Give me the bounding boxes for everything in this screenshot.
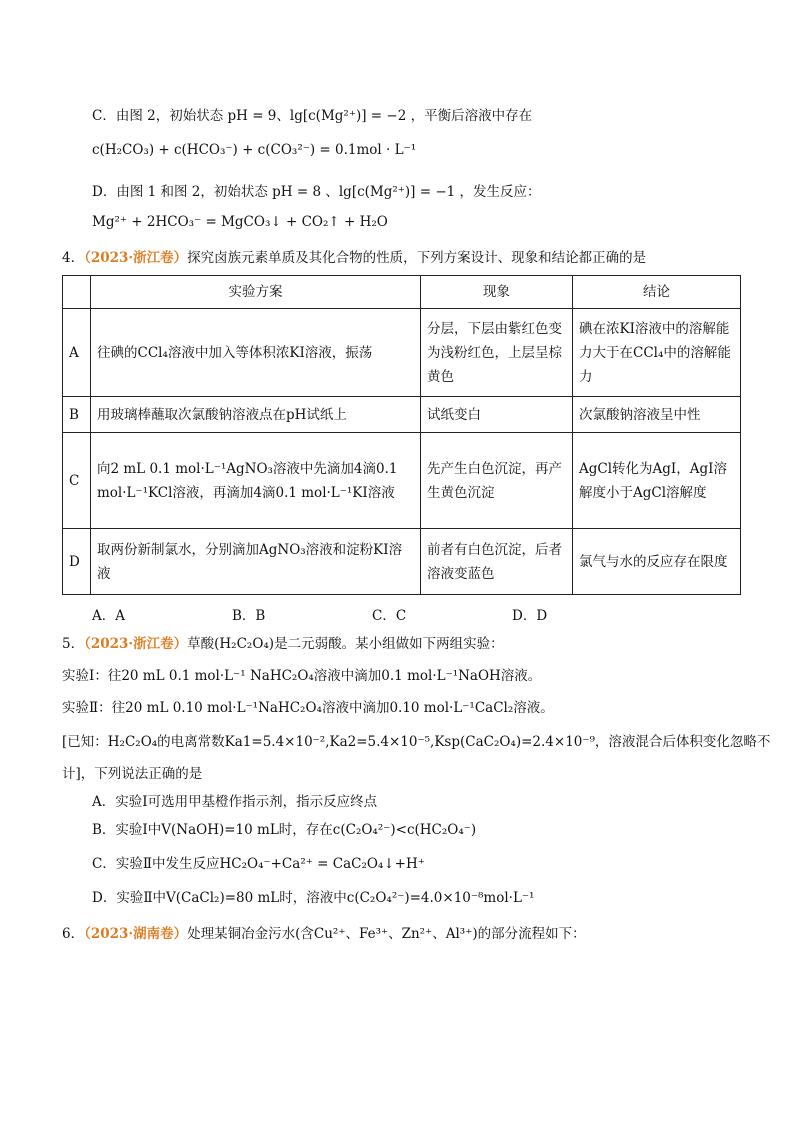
- table-header: 现象: [421, 276, 573, 309]
- q5-heading: [62, 632, 504, 652]
- header-blank: [63, 276, 91, 309]
- q3-option-c-line2: c(H₂CO₃) + c(HCO₃⁻) + c(CO₃²⁻) = 0.1mol · L⁻¹: [92, 142, 417, 158]
- q3-option-d-line2: Mg²⁺ + 2HCO₃⁻ = MgCO₃↓ + CO₂↑ + H₂O: [92, 214, 388, 230]
- source-tag: （2023·湖南卷）: [84, 926, 188, 942]
- row-phenomenon: 前者有白色沉淀，后者溶液变蓝色: [421, 529, 573, 595]
- q5-experiment-2: 实验Ⅱ：往20 mL 0.10 mol·L⁻¹NaHC₂O₄溶液中滴加0.10 mol·L⁻¹CaCl₂溶液。: [62, 700, 554, 716]
- q5-option-d[interactable]: D．实验Ⅱ中V(CaCl₂)=80 mL时，溶液中c(C₂O₄²⁻)=4.0×10⁻⁸mol·L⁻¹: [92, 890, 535, 906]
- q5-known-line2: 计]，下列说法正确的是: [62, 766, 203, 782]
- row-conclusion: 碘在浓KI溶液中的溶解能力大于在CCl₄中的溶解能力: [573, 309, 741, 397]
- row-phenomenon: 先产生白色沉淀，再产生黄色沉淀: [421, 433, 573, 529]
- question-number: 6．: [62, 926, 85, 942]
- row-label: C: [63, 433, 91, 529]
- row-plan: 向2 mL 0.1 mol·L⁻¹AgNO₃溶液中先滴加4滴0.1 mol·L⁻¹KCl溶液，再滴加4滴0.1 mol·L⁻¹KI溶液: [91, 433, 421, 529]
- row-conclusion: AgCl转化为AgI，AgI溶解度小于AgCl溶解度: [573, 433, 741, 529]
- row-label: D: [63, 529, 91, 595]
- question-number: 4．: [62, 250, 85, 266]
- q5-option-a[interactable]: A．实验Ⅰ可选用甲基橙作指示剂，指示反应终点: [92, 794, 378, 810]
- q5-option-c[interactable]: C．实验Ⅱ中发生反应HC₂O₄⁻+Ca²⁺ = CaC₂O₄↓+H⁺: [92, 856, 425, 872]
- q5-option-b[interactable]: B．实验Ⅰ中V(NaOH)=10 mL时，存在c(C₂O₄²⁻)<c(HC₂O₄⁻): [92, 822, 477, 838]
- row-plan: 往碘的CCl₄溶液中加入等体积浓KI溶液，振荡: [91, 309, 421, 397]
- table-header-row: [63, 276, 741, 309]
- question-number: 5．: [62, 636, 85, 652]
- choice-c[interactable]: C．C: [372, 608, 407, 624]
- choice-a[interactable]: A．A: [92, 608, 125, 624]
- experiment-table: [62, 275, 741, 595]
- q4-choices: [92, 604, 652, 624]
- q5-experiment-1: 实验Ⅰ：往20 mL 0.1 mol·L⁻¹ NaHC₂O₄溶液中滴加0.1 mol·L⁻¹NaOH溶液。: [62, 668, 542, 684]
- source-tag: （2023·浙江卷）: [84, 636, 188, 652]
- table-header: 结论: [573, 276, 741, 309]
- table-row: [63, 529, 741, 595]
- row-conclusion: 氯气与水的反应存在限度: [573, 529, 741, 595]
- choice-b[interactable]: B．B: [232, 608, 266, 624]
- question-stem: 探究卤族元素单质及其化合物的性质，下列方案设计、现象和结论都正确的是: [187, 250, 647, 266]
- table-row: [63, 397, 741, 433]
- row-phenomenon: 试纸变白: [421, 397, 573, 433]
- q3-option-d-line1: D．由图 1 和图 2，初始状态 pH = 8 、lg[c(Mg²⁺)] = −1 ，发生反应：: [92, 184, 541, 200]
- q6-heading: [62, 922, 586, 942]
- question-stem: 处理某铜冶金污水(含Cu²⁺、Fe³⁺、Zn²⁺、Al³⁺)的部分流程如下：: [187, 926, 586, 942]
- row-label: A: [63, 309, 91, 397]
- table-row: [63, 309, 741, 397]
- q5-known-line1: [已知：H₂C₂O₄的电离常数Ka1=5.4×10⁻²,Ka2=5.4×10⁻⁵,Ksp(CaC₂O₄)=2.4×10⁻⁹，溶液混合后体积变化忽略不: [62, 734, 771, 750]
- row-plan: 取两份新制氯水，分别滴加AgNO₃溶液和淀粉KI溶液: [91, 529, 421, 595]
- table-row: [63, 433, 741, 529]
- choice-d[interactable]: D．D: [512, 608, 548, 624]
- row-label: B: [63, 397, 91, 433]
- q4-heading: [62, 246, 646, 266]
- table-header: 实验方案: [91, 276, 421, 309]
- source-tag: （2023·浙江卷）: [84, 250, 188, 266]
- q3-option-c-line1: C．由图 2，初始状态 pH = 9、lg[c(Mg²⁺)] = −2 ，平衡后溶液中存在: [92, 108, 533, 124]
- row-plan: 用玻璃棒蘸取次氯酸钠溶液点在pH试纸上: [91, 397, 421, 433]
- row-phenomenon: 分层，下层由紫红色变为浅粉红色，上层呈棕黄色: [421, 309, 573, 397]
- question-stem: 草酸(H₂C₂O₄)是二元弱酸。某小组做如下两组实验：: [187, 636, 504, 652]
- row-conclusion: 次氯酸钠溶液呈中性: [573, 397, 741, 433]
